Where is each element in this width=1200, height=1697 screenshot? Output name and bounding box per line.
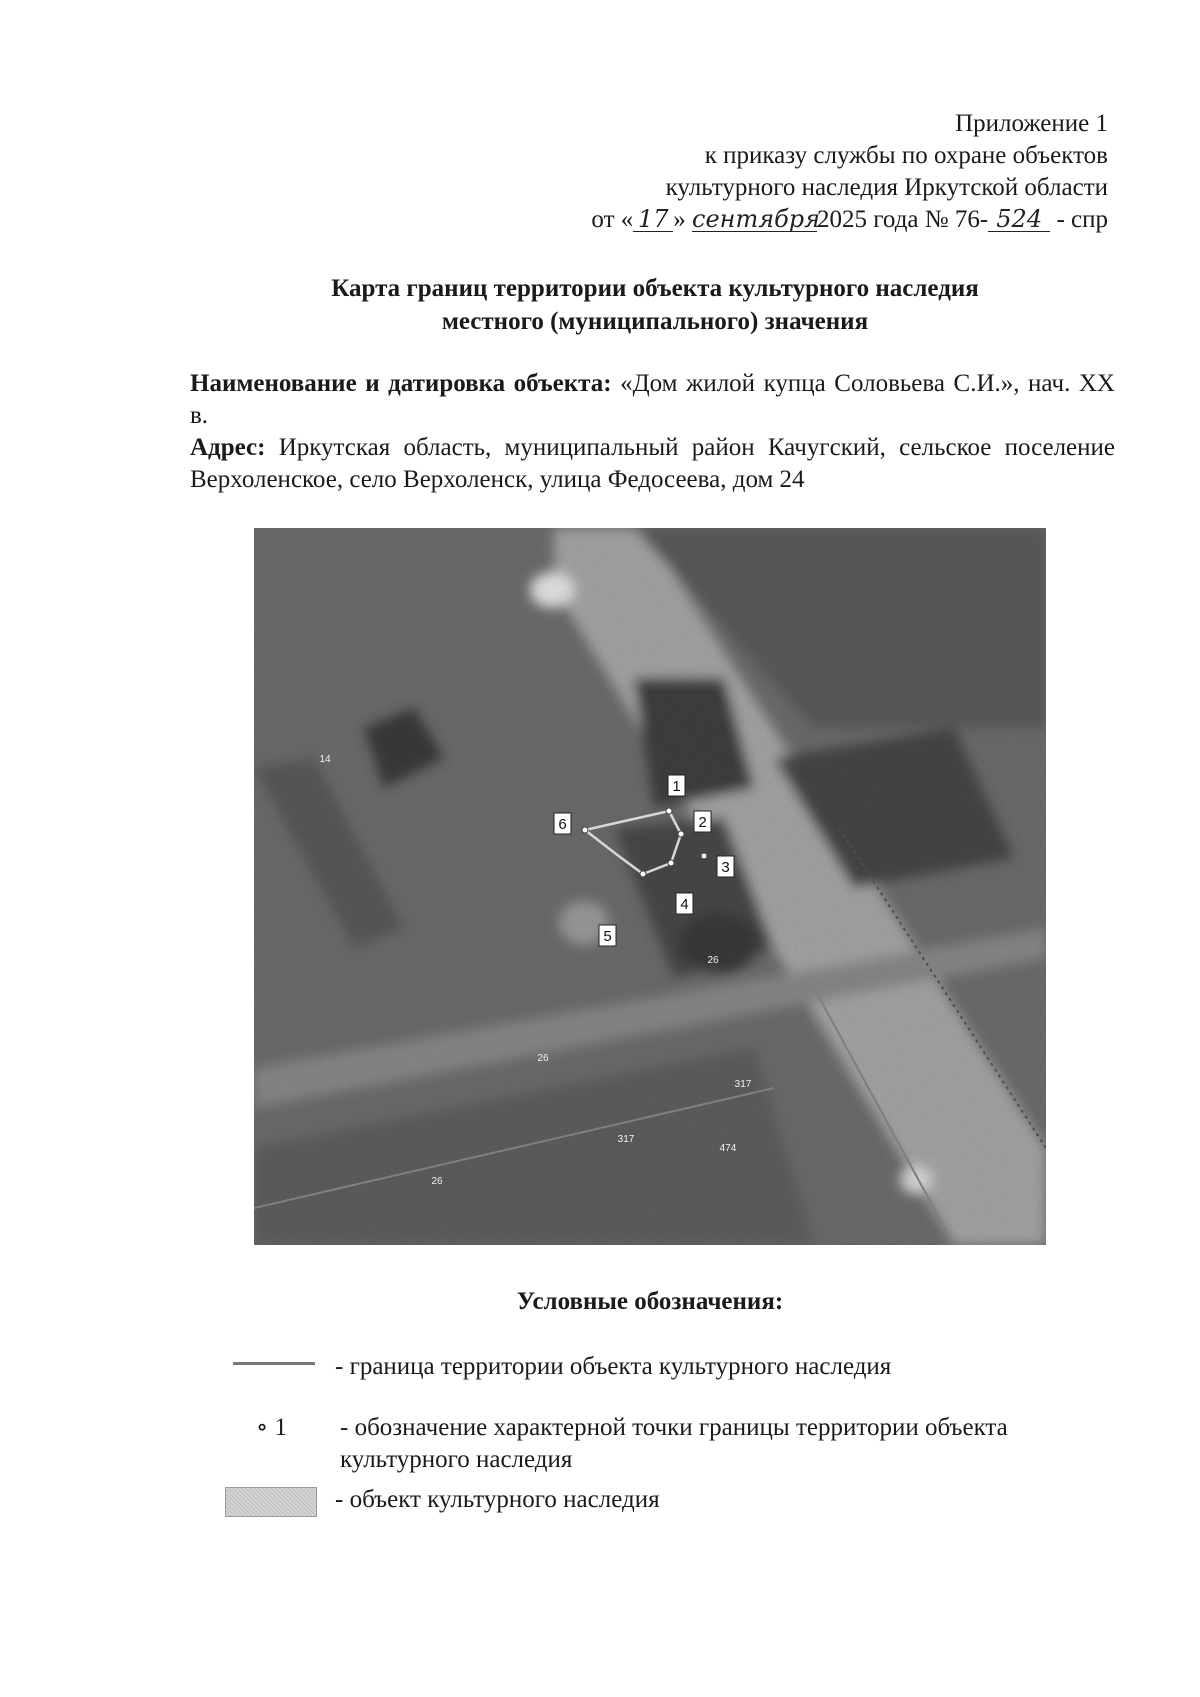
suffix: - спр: [1056, 206, 1108, 233]
handwritten-day: 17: [633, 207, 673, 232]
point-label-1: [668, 775, 685, 796]
date-mid: »: [673, 206, 686, 233]
object-address-value: Иркутская область, муниципальный район Качугский, сельское поселение Верхоленское, село Верхоленск, улица Федосеева, дом 24: [190, 434, 1116, 493]
object-name-paragraph: [190, 368, 1115, 432]
annex-date-line: [591, 204, 1108, 236]
object-address-label: Адрес:: [190, 434, 266, 461]
document-title: [190, 272, 1120, 338]
handwritten-number: 524: [988, 207, 1050, 232]
annex-header: [591, 108, 1108, 236]
parcel-label: 26: [431, 1176, 443, 1187]
boundary-point-3: [701, 853, 707, 859]
object-name-label: Наименование и датировка объекта:: [190, 370, 612, 397]
point-symbol: ∘ 1: [256, 1414, 288, 1441]
handwritten-month: сентября: [692, 205, 821, 233]
annex-line-3: культурного наследия Иркутской области: [665, 174, 1108, 201]
boundary-point-6: [582, 827, 588, 833]
point-label-6: [554, 813, 571, 834]
boundary-point-5: [640, 871, 646, 877]
year-text: 2025 года № 76-: [817, 206, 989, 233]
svg-text:2: 2: [698, 814, 707, 831]
point-label-5: [599, 925, 616, 946]
svg-text:4: 4: [680, 896, 689, 913]
annex-line-1: Приложение 1: [955, 110, 1108, 137]
parcel-label: 474: [719, 1143, 737, 1154]
annex-line-2: к приказу службы по охране объектов: [704, 142, 1108, 169]
parcel-label: 317: [617, 1134, 635, 1145]
boundary-point-4: [668, 860, 674, 866]
object-address-paragraph: [190, 432, 1115, 496]
object-info: [190, 368, 1115, 496]
boundary-point-1: [666, 808, 672, 814]
svg-text:3: 3: [721, 859, 730, 876]
boundary-line-symbol: [233, 1362, 315, 1365]
parcel-label: 14: [319, 754, 331, 765]
point-label-3: [717, 856, 734, 877]
title-line-1: Карта границ территории объекта культурного наследия: [331, 275, 979, 302]
svg-text:6: 6: [558, 816, 567, 833]
parcel-label: 26: [707, 955, 719, 966]
point-label-2: [694, 811, 711, 832]
legend-object-text: - объект культурного наследия: [335, 1486, 660, 1513]
legend-point-text: - обозначение характерной точки границы территории объекта культурного наследия: [340, 1414, 1008, 1473]
aerial-photo: [254, 528, 1046, 1245]
point-label-4: [676, 893, 693, 914]
parcel-label: 317: [734, 1079, 752, 1090]
parcel-label: 26: [537, 1053, 549, 1064]
heritage-object-symbol: [225, 1487, 317, 1517]
legend-boundary-text: - граница территории объекта культурного наследия: [335, 1353, 892, 1380]
svg-text:5: 5: [603, 928, 612, 945]
legend-title: Условные обозначения:: [516, 1288, 784, 1315]
svg-text:1: 1: [672, 778, 681, 795]
boundary-point-2: [678, 831, 684, 837]
title-line-2: местного (муниципального) значения: [441, 308, 869, 335]
date-prefix: от «: [591, 206, 634, 233]
boundary-map: [254, 528, 1046, 1245]
object-name-value: «Дом жилой купца Соловьева С.И.», нач. XX в.: [190, 370, 1115, 429]
